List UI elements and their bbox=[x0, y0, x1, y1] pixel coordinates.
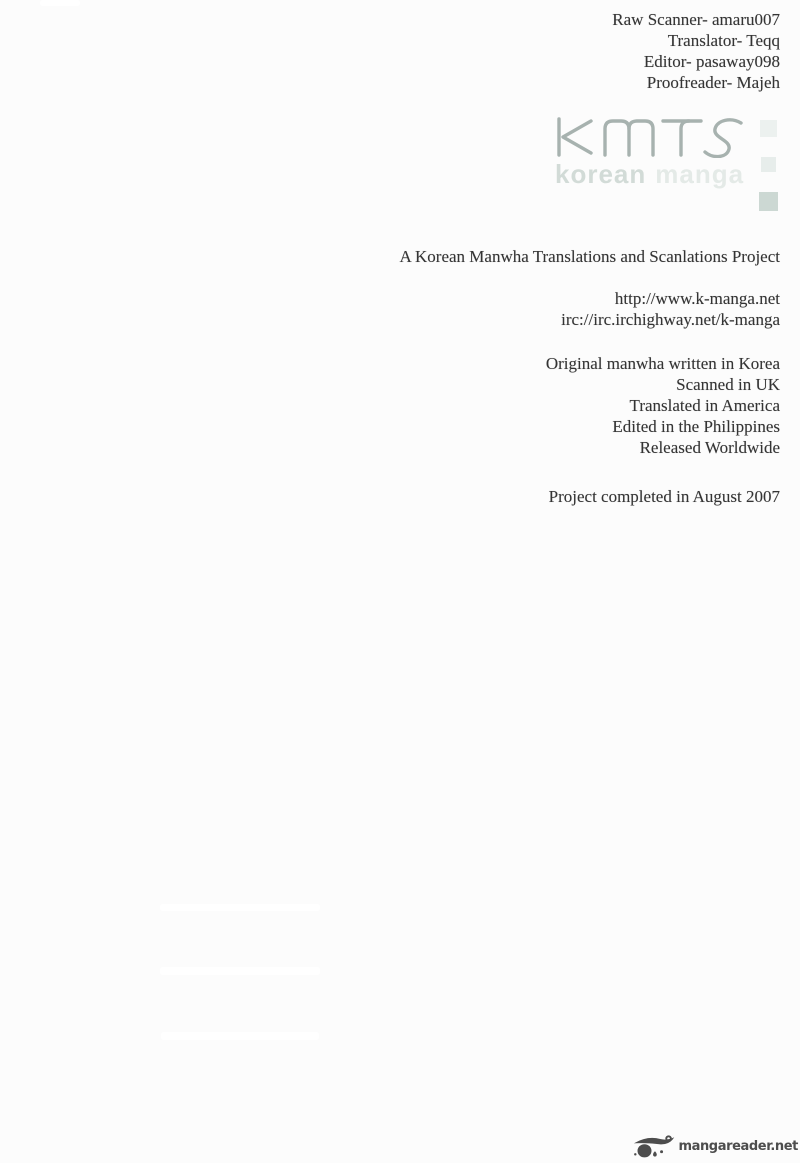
provenance-line-scanned: Scanned in UK bbox=[676, 375, 780, 394]
logo-square bbox=[760, 120, 777, 137]
credit-line-raw-scanner: Raw Scanner- amaru007 bbox=[612, 10, 780, 29]
links-block bbox=[561, 288, 780, 330]
provenance-line-translated: Translated in America bbox=[629, 396, 780, 415]
kmts-subtitle-word2: manga bbox=[655, 159, 745, 189]
provenance-list bbox=[546, 353, 780, 458]
credit-line-translator: Translator- Teqq bbox=[667, 31, 780, 50]
provenance-line-edited: Edited in the Philippines bbox=[612, 417, 780, 436]
site-watermark bbox=[633, 1132, 798, 1160]
mangareader-logo-icon bbox=[633, 1132, 677, 1160]
credit-line-editor: Editor- pasaway098 bbox=[643, 52, 780, 71]
scan-artifact bbox=[161, 1032, 319, 1040]
tagline: A Korean Manwha Translations and Scanlations Project bbox=[399, 247, 780, 266]
provenance-line-released: Released Worldwide bbox=[639, 438, 780, 457]
logo-square bbox=[761, 157, 776, 172]
scan-artifact bbox=[40, 0, 80, 6]
scan-artifact bbox=[160, 904, 320, 911]
kmts-letters bbox=[555, 114, 745, 214]
credit-line-proofreader: Proofreader- Majeh bbox=[646, 73, 780, 92]
kmts-subtitle-word1: korean bbox=[555, 159, 647, 189]
kmts-letters-icon bbox=[555, 116, 745, 158]
credits-block bbox=[612, 9, 780, 93]
kmts-logo bbox=[555, 114, 778, 214]
logo-squares bbox=[759, 114, 778, 214]
scan-artifact bbox=[160, 967, 320, 975]
site-watermark-label: mangareader.net bbox=[678, 1138, 798, 1154]
kmts-subtitle bbox=[555, 160, 745, 188]
website-url: http://www.k-manga.net bbox=[614, 289, 780, 308]
irc-url: irc://irc.irchighway.net/k-manga bbox=[561, 310, 780, 329]
logo-square bbox=[759, 192, 778, 211]
provenance-line-written: Original manwha written in Korea bbox=[545, 354, 780, 373]
completion-note: Project completed in August 2007 bbox=[548, 487, 780, 506]
